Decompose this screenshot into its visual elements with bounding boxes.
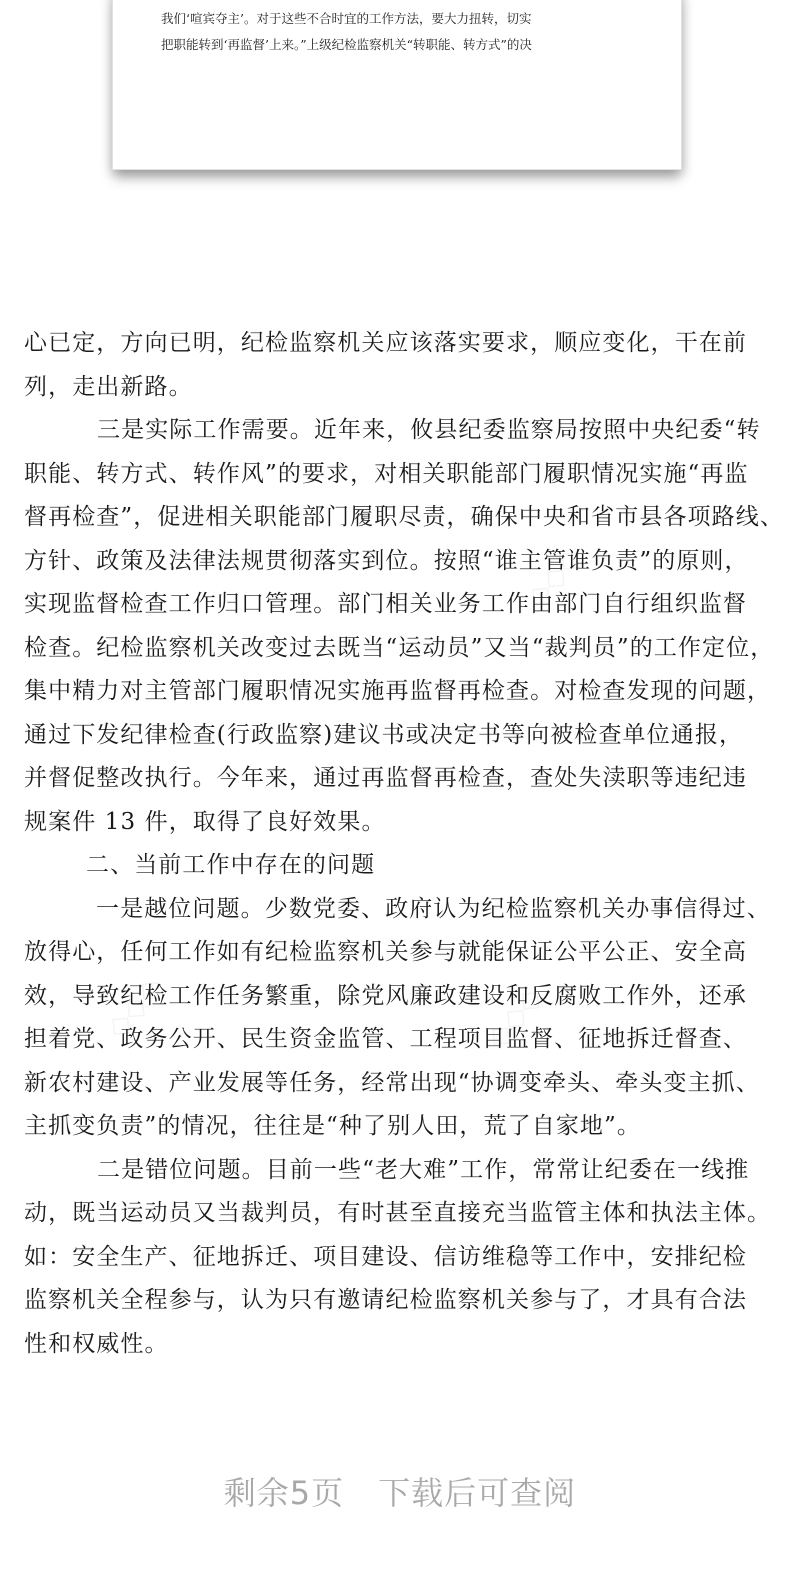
paragraph-line: 二是错位问题。目前一些“老大难”工作，常常让纪委在一线推 xyxy=(97,1156,750,1183)
paragraph-line: 规案件 13 件，取得了良好效果。 xyxy=(24,808,386,835)
paragraph-line: 职能、转方式、转作风”的要求，对相关职能部门履职情况实施“再监 xyxy=(24,460,749,487)
download-to-read-banner[interactable] xyxy=(0,1468,800,1514)
paragraph-line: 效，导致纪检工作任务繁重，除党风廉政建设和反腐败工作外，还承 xyxy=(24,982,747,1009)
preview-line-1 xyxy=(161,0,641,1)
paragraph-line: 一是越位问题。少数党委、政府认为纪检监察机关办事信得过、 xyxy=(96,895,771,922)
paragraph-line: 三是实际工作需要。近年来，攸县纪委监察局按照中央纪委“转 xyxy=(97,417,761,443)
section-heading: 二、当前工作中存在的问题 xyxy=(86,852,376,878)
paragraph-line: 实现监督检查工作归口管理。部门相关业务工作由部门自行组织监督 xyxy=(24,591,747,617)
paragraph-line: 动，既当运动员又当裁判员，有时甚至直接充当监管主体和执法主体。 xyxy=(24,1200,772,1226)
document-body xyxy=(24,322,784,1366)
paragraph-line: 心已定，方向已明，纪检监察机关应该落实要求，顺应变化，干在前 xyxy=(24,330,747,356)
paragraph-line: 主抓变负责”的情况，往往是“种了别人田，荒了自家地”。 xyxy=(24,1113,641,1139)
paragraph-line: 放得心，任何工作如有纪检监察机关参与就能保证公平公正、安全高 xyxy=(24,939,747,965)
paragraph-line: 监察机关全程参与，认为只有邀请纪检监察机关参与了，才具有合法 xyxy=(24,1287,747,1313)
paragraph-line: 集中精力对主管部门履职情况实施再监督再检查。对检查发现的问题， xyxy=(24,678,772,704)
paragraph-line: 列，走出新路。 xyxy=(24,373,193,400)
paragraph-line: 督再检查”，促进相关职能部门履职尽责，确保中央和省市县各项路线、 xyxy=(24,504,784,530)
paragraph-line: 并督促整改执行。今年来，通过再监督再检查，查处失渎职等违纪违 xyxy=(24,765,747,791)
preview-line-3: 把职能转到‘再监督’上来。”上级纪检监察机关“转职能、转方式”的决 xyxy=(161,37,532,52)
previous-page-preview xyxy=(112,0,682,170)
paragraph-line: 方针、政策及法律法规贯彻落实到位。按照“谁主管谁负责”的原则， xyxy=(24,547,749,574)
paragraph-line: 性和权威性。 xyxy=(24,1330,169,1357)
paragraph-line: 如：安全生产、征地拆迁、项目建设、信访维稳等工作中，安排纪检 xyxy=(24,1243,747,1270)
preview-line-2: 我们‘喧宾夺主’。对于这些不合时宜的工作方法，要大力扭转，切实 xyxy=(161,11,532,26)
paragraph-line: 担着党、政务公开、民生资金监管、工程项目监督、征地拆迁督查、 xyxy=(24,1026,747,1052)
paragraph-line: 检查。纪检监察机关改变过去既当“运动员”又当“裁判员”的工作定位， xyxy=(24,634,775,661)
paragraph-line: 通过下发纪律检查(行政监察)建议书或决定书等向被检查单位通报， xyxy=(24,721,744,748)
remaining-pages-label: 剩余5页 xyxy=(223,1474,345,1512)
paragraph-line: 新农村建设、产业发展等任务，经常出现“协调变牵头、牵头变主抓、 xyxy=(24,1069,760,1096)
download-action-label[interactable]: 下载后可查阅 xyxy=(378,1474,577,1512)
